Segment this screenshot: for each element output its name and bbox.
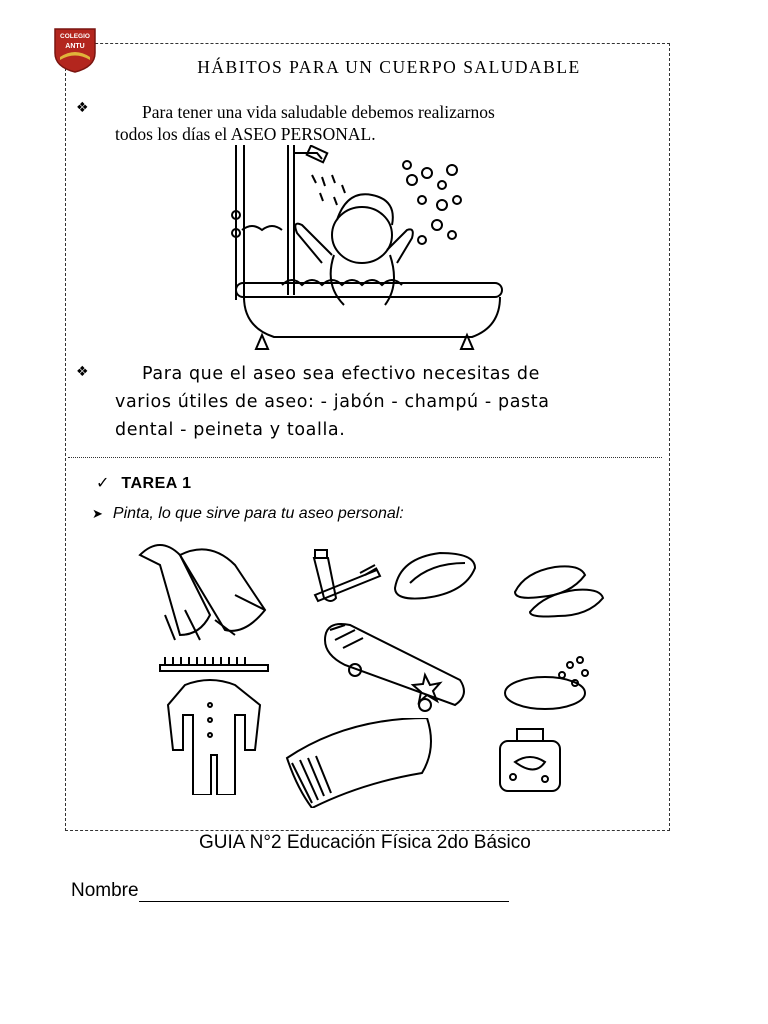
page-title: HÁBITOS PARA UN CUERPO SALUDABLE bbox=[197, 57, 581, 77]
comb-and-pajamas-illustration bbox=[155, 645, 270, 795]
bullet-icon: ❖ bbox=[76, 100, 89, 116]
name-field[interactable] bbox=[71, 880, 509, 902]
section-divider bbox=[68, 457, 662, 458]
pillow-illustration bbox=[282, 718, 437, 808]
instruction-text: Pinta, lo que sirve para tu aseo personal: bbox=[112, 505, 404, 522]
slipper-illustration bbox=[390, 548, 480, 608]
paragraph-1 bbox=[115, 101, 635, 145]
paragraph-2-line-1: Para que el aseo sea efectivo necesitas de bbox=[142, 364, 540, 384]
paragraph-1-line-1: Para tener una vida saludable debemos realizarnos bbox=[142, 102, 495, 122]
name-label: Nombre bbox=[71, 880, 139, 901]
towel-illustration bbox=[135, 535, 275, 645]
logo-name-text: ANTU bbox=[65, 43, 85, 50]
perfume-bottle-illustration bbox=[495, 727, 567, 795]
footer-guide-title: GUIA N°2 Educación Física 2do Básico bbox=[199, 832, 531, 853]
paragraph-2-line-3: dental - peineta y toalla. bbox=[115, 420, 346, 440]
task-label: TAREA 1 bbox=[121, 475, 192, 492]
slippers-pair-illustration bbox=[510, 562, 605, 622]
child-bathing-illustration bbox=[222, 145, 507, 357]
soap-illustration bbox=[500, 655, 595, 715]
task-instruction bbox=[92, 505, 404, 523]
check-icon: ✓ bbox=[96, 475, 110, 492]
paragraph-1-line-2: todos los días el ASEO PERSONAL. bbox=[115, 124, 376, 144]
logo-top-text: COLEGIO bbox=[60, 33, 90, 40]
arrow-icon: ➤ bbox=[92, 506, 103, 521]
toothbrush-toothpaste-illustration bbox=[310, 545, 385, 607]
name-blank-line[interactable] bbox=[139, 882, 509, 902]
paragraph-2 bbox=[115, 360, 650, 444]
task-heading bbox=[96, 473, 192, 493]
skateboard-illustration bbox=[315, 620, 470, 715]
bullet-icon: ❖ bbox=[76, 364, 89, 380]
paragraph-2-line-2: varios útiles de aseo: - jabón - champú - pasta bbox=[115, 392, 550, 412]
